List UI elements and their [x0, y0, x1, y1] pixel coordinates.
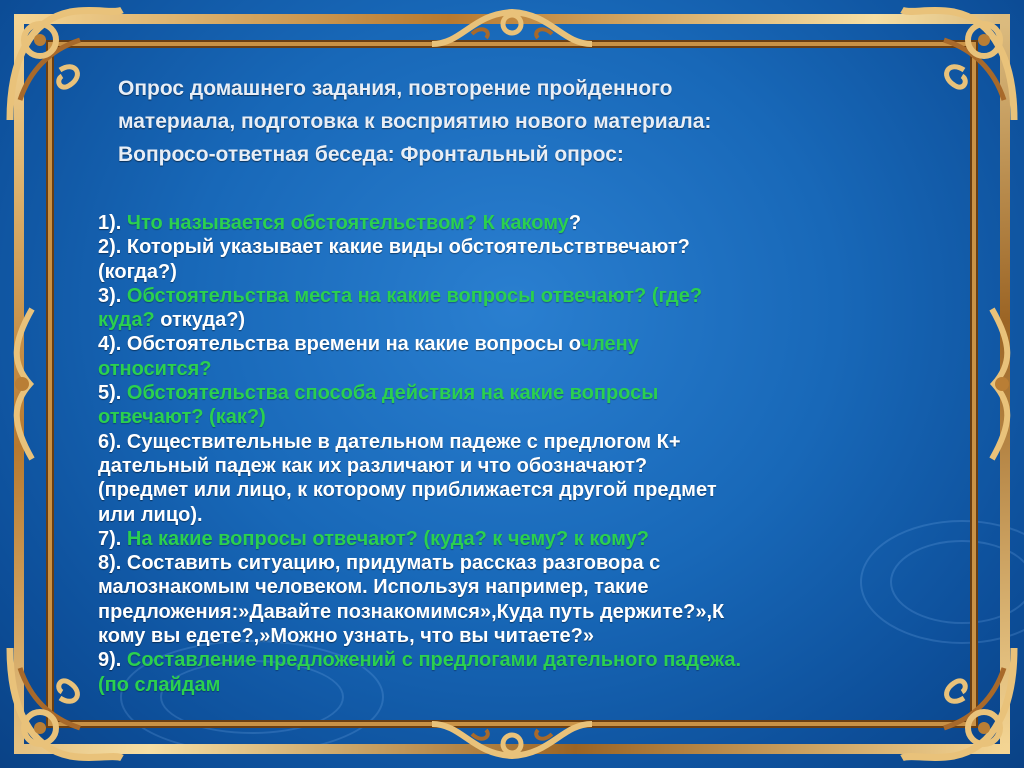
question-list: [98, 211, 928, 697]
question-text: ?: [568, 212, 582, 234]
question-text: 5).: [98, 382, 127, 405]
question-line: [98, 478, 928, 502]
question-text: предложения:»Давайте познакомимся»,Куда путь держите?»,К: [98, 600, 725, 623]
question-line: [98, 600, 928, 624]
question-text: 8). Составить ситуацию, придумать рассказ разговора с: [98, 552, 661, 575]
question-text: 1).: [98, 212, 127, 234]
question-text: 7).: [98, 527, 127, 550]
question-text: откуда?): [160, 309, 246, 332]
header-line: Вопросо-ответная беседа: Фронтальный опрос:: [118, 143, 624, 166]
question-line: [98, 673, 928, 697]
question-line: [98, 284, 928, 308]
side-ornament-icon: [982, 304, 1022, 464]
slide-header: [118, 72, 918, 171]
top-ornament-icon: [422, 4, 602, 50]
question-text: 2). Который указывает какие виды обстоятельствтвечают?: [98, 236, 690, 259]
question-text: 9).: [98, 649, 127, 672]
highlighted-text: На какие вопросы отвечают? (куда? к чему? к кому?: [126, 527, 649, 550]
highlighted-text: Составление предложений с предлогами дательного падежа.: [126, 649, 742, 672]
highlighted-text: (по слайдам: [98, 673, 221, 696]
question-line: [98, 381, 928, 405]
highlighted-text: Что называется обстоятельством? К какому: [126, 212, 569, 234]
question-text: (предмет или лицо, к которому приближается другой предмет: [98, 479, 717, 502]
highlighted-text: отвечают? (как?): [98, 406, 266, 429]
header-line: Опрос домашнего задания, повторение пройденного: [118, 77, 673, 100]
header-line: материала, подготовка к восприятию нового материала:: [118, 110, 712, 133]
side-ornament-icon: [2, 304, 42, 464]
question-text: 3).: [98, 284, 127, 307]
highlighted-text: члену: [580, 333, 639, 356]
question-line: [98, 260, 928, 284]
question-line: [98, 575, 928, 599]
highlighted-text: относится?: [98, 357, 212, 380]
corner-ornament-icon: [0, 0, 130, 130]
question-text: дательный падеж как их различают и что обозначают?: [98, 454, 648, 477]
bottom-ornament-icon: [422, 718, 602, 764]
question-line: [98, 332, 928, 356]
question-line: [98, 551, 928, 575]
highlighted-text: Обстоятельства способа действия на какие вопросы: [126, 382, 659, 405]
question-line: [98, 648, 928, 672]
question-line: [98, 430, 928, 454]
highlighted-text: Обстоятельства места на какие вопросы отвечают? (где?: [126, 284, 703, 307]
question-text: или лицо).: [98, 503, 203, 526]
highlighted-text: куда?: [98, 309, 161, 332]
question-text: 4). Обстоятельства времени на какие вопросы о: [98, 333, 581, 356]
question-line: [98, 454, 928, 478]
question-text: (когда?): [98, 260, 177, 283]
question-line: [98, 527, 928, 551]
question-text: кому вы едете?,»Можно узнать, что вы читаете?»: [98, 625, 594, 648]
question-text: малознакомым человеком. Используя например, такие: [98, 576, 649, 599]
question-text: 6). Существительные в дательном падеже с предлогом К+: [98, 430, 681, 453]
question-line: [98, 235, 928, 259]
question-line: [98, 308, 928, 332]
question-line: [98, 357, 928, 381]
question-line: [98, 503, 928, 527]
question-line: [98, 211, 928, 235]
question-line: [98, 405, 928, 429]
question-line: [98, 624, 928, 648]
